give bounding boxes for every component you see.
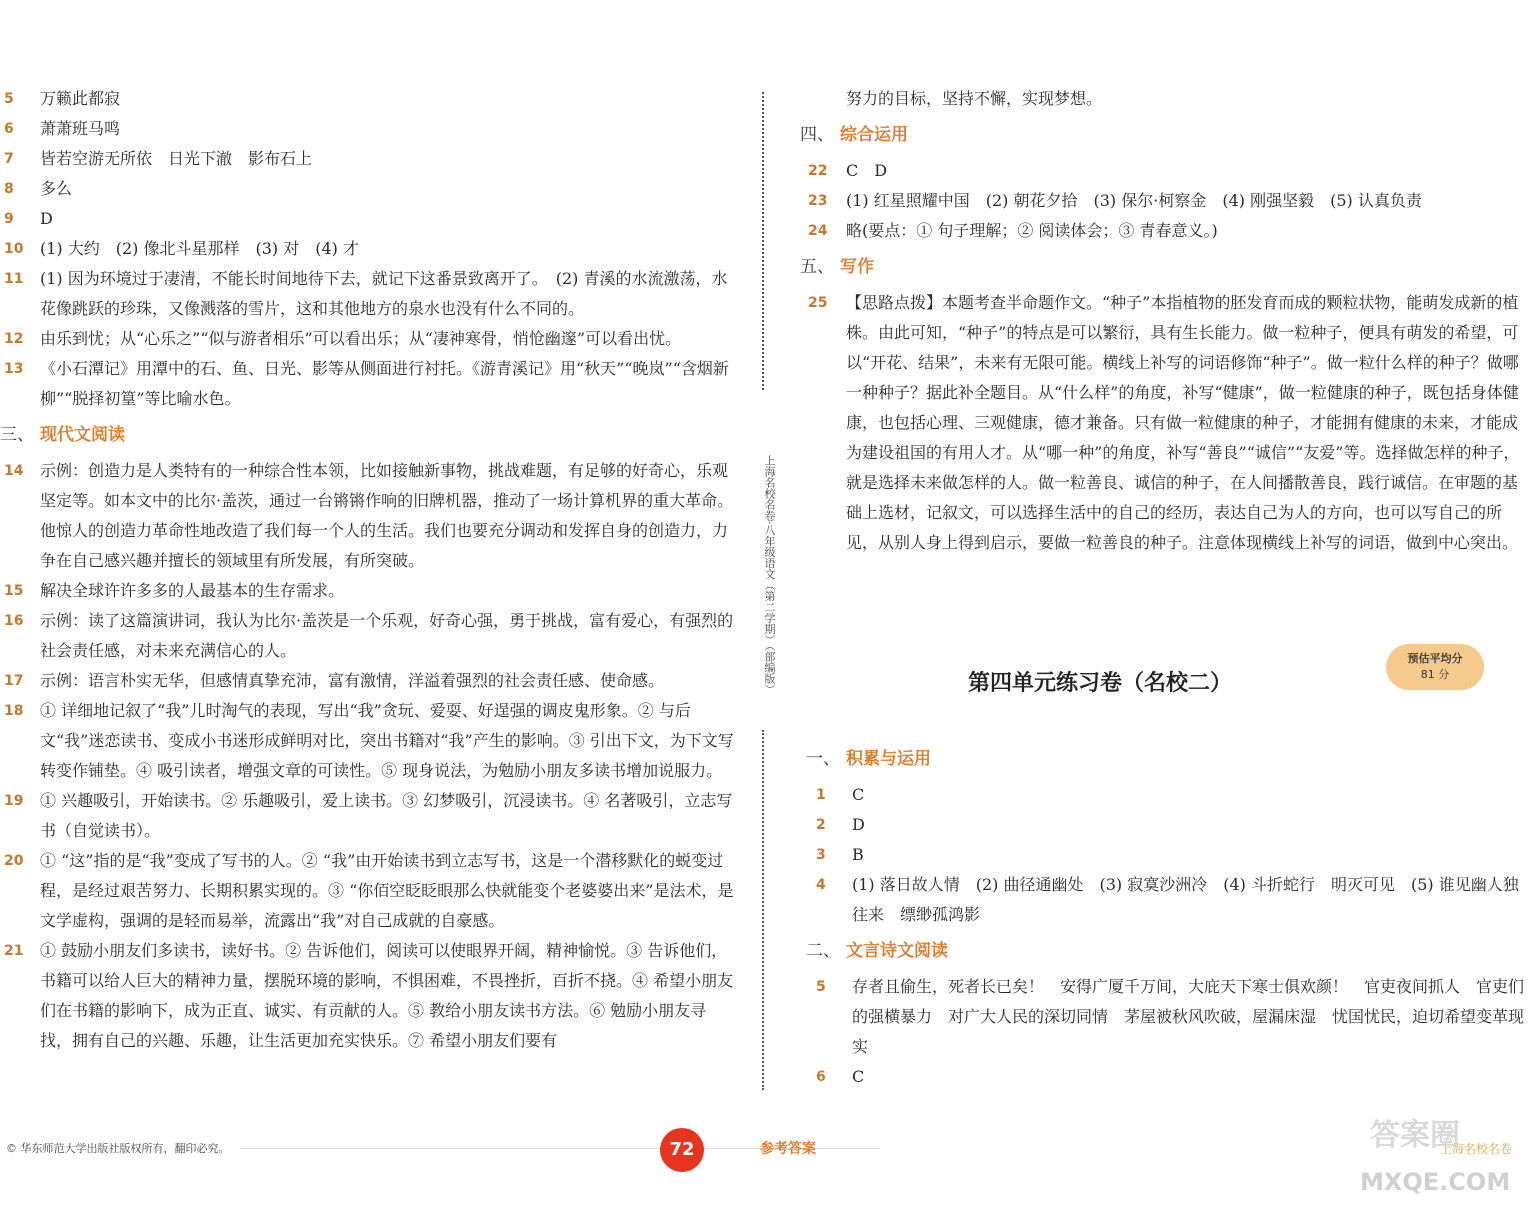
question-number: 19 xyxy=(4,793,24,809)
unit-title: 第四单元练习卷（名校二） xyxy=(967,670,1232,696)
question-number: 6 xyxy=(816,1069,826,1085)
question-number: 3 xyxy=(816,847,826,863)
section-title: 积累与运用 xyxy=(846,749,931,769)
answer-list-b xyxy=(0,456,735,1056)
section-marker: 三、 xyxy=(0,425,34,445)
answer-item xyxy=(0,324,735,354)
section-title: 文言诗文阅读 xyxy=(846,941,948,961)
answer-text: 万籁此都寂 xyxy=(40,89,121,108)
question-number: 8 xyxy=(4,181,14,197)
answer-item xyxy=(800,216,1532,246)
answer-item xyxy=(806,840,1532,870)
answer-item xyxy=(0,936,735,1056)
answer-item xyxy=(0,786,735,846)
answer-text: C D xyxy=(846,161,888,180)
question-number: 21 xyxy=(4,943,24,959)
answer-text: (1) 因为环境过于凄清，不能长时间地待下去，就记下这番景致离开了。 (2) 青溪的水流激荡，水花像跳跃的珍珠，又像溅落的雪片，这和其他地方的泉水也没有什么不同的。 xyxy=(40,269,728,318)
answer-item xyxy=(0,696,735,786)
answer-list-d xyxy=(800,288,1532,558)
answer-item xyxy=(806,972,1532,1062)
answer-text: 略(要点：① 句子理解；② 阅读体会；③ 青春意义。) xyxy=(846,221,1218,240)
left-column xyxy=(0,84,735,1056)
section-marker: 二、 xyxy=(806,941,840,961)
question-number: 20 xyxy=(4,853,24,869)
page-number: 72 xyxy=(660,1128,704,1172)
brand-label: 上海名校名卷 xyxy=(1440,1142,1513,1156)
answer-text: 示例：读了这篇演讲词，我认为比尔·盖茨是一个乐观，好奇心强，勇于挑战，富有爱心，有强烈的社会责任感，对未来充满信心的人。 xyxy=(40,611,734,660)
answer-text: ① 详细地记叙了“我”儿时淘气的表现，写出“我”贪玩、爱耍、好逞强的调皮鬼形象。② 与后文“我”迷恋读书、变成小书迷形成鲜明对比，突出书籍对“我”产生的影响。③ 引出下文，为下文写转变作铺垫。④ 吸引读者，增强文章的可读性。⑤ 现身说法，为勉励小朋友多读书增加说服力。 xyxy=(40,701,734,780)
answer-item xyxy=(0,666,735,696)
question-number: 22 xyxy=(808,163,828,179)
question-number: 4 xyxy=(816,877,826,893)
answer-text: (1) 红星照耀中国 (2) 朝花夕拾 (3) 保尔·柯察金 (4) 刚强坚毅 (5) 认真负责 xyxy=(846,191,1422,210)
answer-list-c xyxy=(800,156,1532,246)
answer-list-a xyxy=(0,84,735,414)
answer-text: ① “这”指的是“我”变成了写书的人。② “我”由开始读书到立志写书，这是一个潜移默化的蜕变过程，是经过艰苦努力、长期积累实现的。③ “你佰空眨眨眼那么快就能变个老婆婆出来”是法术，是文学虚构，强调的是轻而易举，流露出“我”对自己成就的自豪感。 xyxy=(40,851,734,930)
question-number: 1 xyxy=(816,787,826,803)
question-number: 6 xyxy=(4,121,14,137)
badge-label: 预估平均分 xyxy=(1407,652,1463,665)
question-number: 7 xyxy=(4,151,14,167)
answer-text: 由乐到忧；从“心乐之”“似与游者相乐”可以看出乐；从“凄神寒骨，悄怆幽邃”可以看出忧。 xyxy=(40,329,682,348)
section-heading-1 xyxy=(806,741,1532,777)
section-title: 综合运用 xyxy=(840,125,908,145)
answer-text: (1) 大约 (2) 像北斗星那样 (3) 对 (4) 才 xyxy=(40,239,360,258)
question-number: 5 xyxy=(816,979,826,995)
column-divider xyxy=(762,92,764,390)
section-marker: 四、 xyxy=(800,125,834,145)
answer-text: 示例：创造力是人类特有的一种综合性本领，比如接触新事物，挑战难题，有足够的好奇心，乐观坚定等。如本文中的比尔·盖茨，通过一台锵锵作响的旧牌机器，推动了一场计算机界的重大革命。他惊人的创造力革命性地改造了我们每一个人的生活。我们也要充分调动和发挥自身的创造力，力争在自己感兴趣并擅长的领域里有所发展，有所突破。 xyxy=(40,461,734,570)
question-number: 24 xyxy=(808,223,828,239)
right-column xyxy=(800,84,1532,558)
spine-text: 上海名校名卷·八年级语文（第二学期）（部编版） xyxy=(763,455,776,695)
answer-text: 《小石潭记》用潭中的石、鱼、日光、影等从侧面进行衬托。《游青溪记》用“秋天”“晚岚”“含烟新柳”“脱择初篁”等比喻水色。 xyxy=(40,359,729,408)
section-heading-4 xyxy=(800,117,1532,153)
answer-text: B xyxy=(852,845,864,864)
question-number: 23 xyxy=(808,193,828,209)
badge-score: 81 分 xyxy=(1420,668,1450,681)
answer-item xyxy=(806,780,1532,810)
answer-text: ① 鼓励小朋友们多读书，读好书。② 告诉他们，阅读可以使眼界开阔，精神愉悦。③ 告诉他们，书籍可以给人巨大的精神力量，摆脱环境的影响，不惧困难，不畏挫折，百折不挠。④ 希望小朋友们在书籍的影响下，成为正直、诚实、有贡献的人。⑤ 教给小朋友读书方法。⑥ 勉励小朋友寻找，拥有自己的兴趣、乐趣，让生活更加充实快乐。⑦ 希望小朋友们要有 xyxy=(40,941,734,1050)
section-heading-5 xyxy=(800,249,1532,285)
answer-item xyxy=(0,264,735,324)
answers-label: 参考答案 xyxy=(760,1141,816,1157)
section-heading-2 xyxy=(806,933,1532,969)
answer-list-e xyxy=(806,780,1532,930)
question-number: 10 xyxy=(4,241,24,257)
question-number: 11 xyxy=(4,271,24,287)
answer-item xyxy=(0,114,735,144)
question-number: 25 xyxy=(808,295,828,311)
answer-list-f xyxy=(806,972,1532,1092)
question-number: 18 xyxy=(4,703,24,719)
question-number: 12 xyxy=(4,331,24,347)
answer-item xyxy=(0,576,735,606)
answer-item xyxy=(0,456,735,576)
question-number: 14 xyxy=(4,463,24,479)
answer-item xyxy=(0,846,735,936)
question-number: 9 xyxy=(4,211,14,227)
page-footer xyxy=(0,1130,1536,1170)
answer-item xyxy=(806,870,1532,930)
answer-text: D xyxy=(40,209,53,228)
continued-text: 努力的目标，坚持不懈，实现梦想。 xyxy=(846,89,1103,108)
answer-text: 示例：语言朴实无华，但感情真挚充沛，富有激情，洋溢着强烈的社会责任感、使命感。 xyxy=(40,671,665,690)
answer-text: 存者且偷生，死者长已矣！ 安得广厦千万间，大庇天下寒士俱欢颜！ 官吏夜间抓人 官吏们的强横暴力 对广大人民的深切同情 茅屋被秋风吹破，屋漏床湿 忧国忧民，迫切希望变革现实 xyxy=(852,977,1525,1056)
answer-item xyxy=(0,84,735,114)
section-marker: 五、 xyxy=(800,257,834,277)
watermark-logo: 答案圈 xyxy=(1370,1118,1460,1153)
answer-item xyxy=(0,144,735,174)
answer-item xyxy=(0,204,735,234)
question-number: 2 xyxy=(816,817,826,833)
section-heading-3 xyxy=(0,417,735,453)
answer-text: (1) 落日故人情 (2) 曲径通幽处 (3) 寂寞沙洲冷 (4) 斗折蛇行 明灭可见 (5) 谁见幽人独往来 缥缈孤鸿影 xyxy=(852,875,1519,924)
column-divider xyxy=(762,730,764,1090)
answer-item xyxy=(806,810,1532,840)
section-marker: 一、 xyxy=(806,749,840,769)
question-number: 13 xyxy=(4,361,24,377)
copyright-text: © 华东师范大学出版社版权所有，翻印必究。 xyxy=(6,1142,230,1155)
answer-item xyxy=(800,288,1532,558)
answer-item xyxy=(800,186,1532,216)
answer-text: D xyxy=(852,815,865,834)
answer-text: C xyxy=(852,785,865,804)
section-title: 写作 xyxy=(840,257,874,277)
answer-text: 【思路点拨】本题考查半命题作文。“种子”本指植物的胚发育而成的颗粒状物，能萌发成新的植株。由此可知，“种子”的特点是可以繁衍，具有生长能力。做一粒种子，便具有萌发的希望，可以“开花、结果”，未来有无限可能。横线上补写的词语修饰“种子”。做一粒什么样的种子？做哪一种种子？据此补全题目。从“什么样”的角度，补写“健康”，做一粒健康的种子，既包括身体健康，也包括心理、三观健康，德才兼备。只有做一粒健康的种子，才能拥有健康的未来，才能成为建设祖国的有用人才。从“哪一种”的角度，补写“善良”“诚信”“友爱”等。选择做怎样的种子，就是选择未来做怎样的人。做一粒善良、诚信的种子，在人间播散善良，践行诚信。在审题的基础上选材，记叙文，可以选择生活中的自己的经历，表达自己为人的方向，也可以写自己的所见，从别人身上得到启示，要做一粒善良的种子。注意体现横线上补写的词语，做到中心突出。 xyxy=(846,293,1520,552)
unit-answers xyxy=(806,738,1532,1092)
question-number: 15 xyxy=(4,583,24,599)
answer-text: 萧萧班马鸣 xyxy=(40,119,121,138)
answer-item xyxy=(0,174,735,204)
answer-text: ① 兴趣吸引，开始读书。② 乐趣吸引，爱上读书。③ 幻梦吸引，沉浸读书。④ 名著吸引，立志写书（自觉读书）。 xyxy=(40,791,733,840)
answer-text: C xyxy=(852,1067,865,1086)
answer-item xyxy=(0,234,735,264)
question-number: 17 xyxy=(4,673,24,689)
score-badge xyxy=(1386,644,1484,690)
answer-item xyxy=(0,606,735,666)
answer-text: 多么 xyxy=(40,179,73,198)
watermark-url: MXQE.COM xyxy=(1360,1168,1511,1196)
answer-text: 皆若空游无所依 日光下澈 影布石上 xyxy=(40,149,313,168)
answer-text: 解决全球许许多多的人最基本的生存需求。 xyxy=(40,581,345,600)
section-title: 现代文阅读 xyxy=(40,425,125,445)
question-number: 16 xyxy=(4,613,24,629)
answer-item xyxy=(806,1062,1532,1092)
question-number: 5 xyxy=(4,91,14,107)
answer-item xyxy=(0,354,735,414)
answer-item xyxy=(800,156,1532,186)
